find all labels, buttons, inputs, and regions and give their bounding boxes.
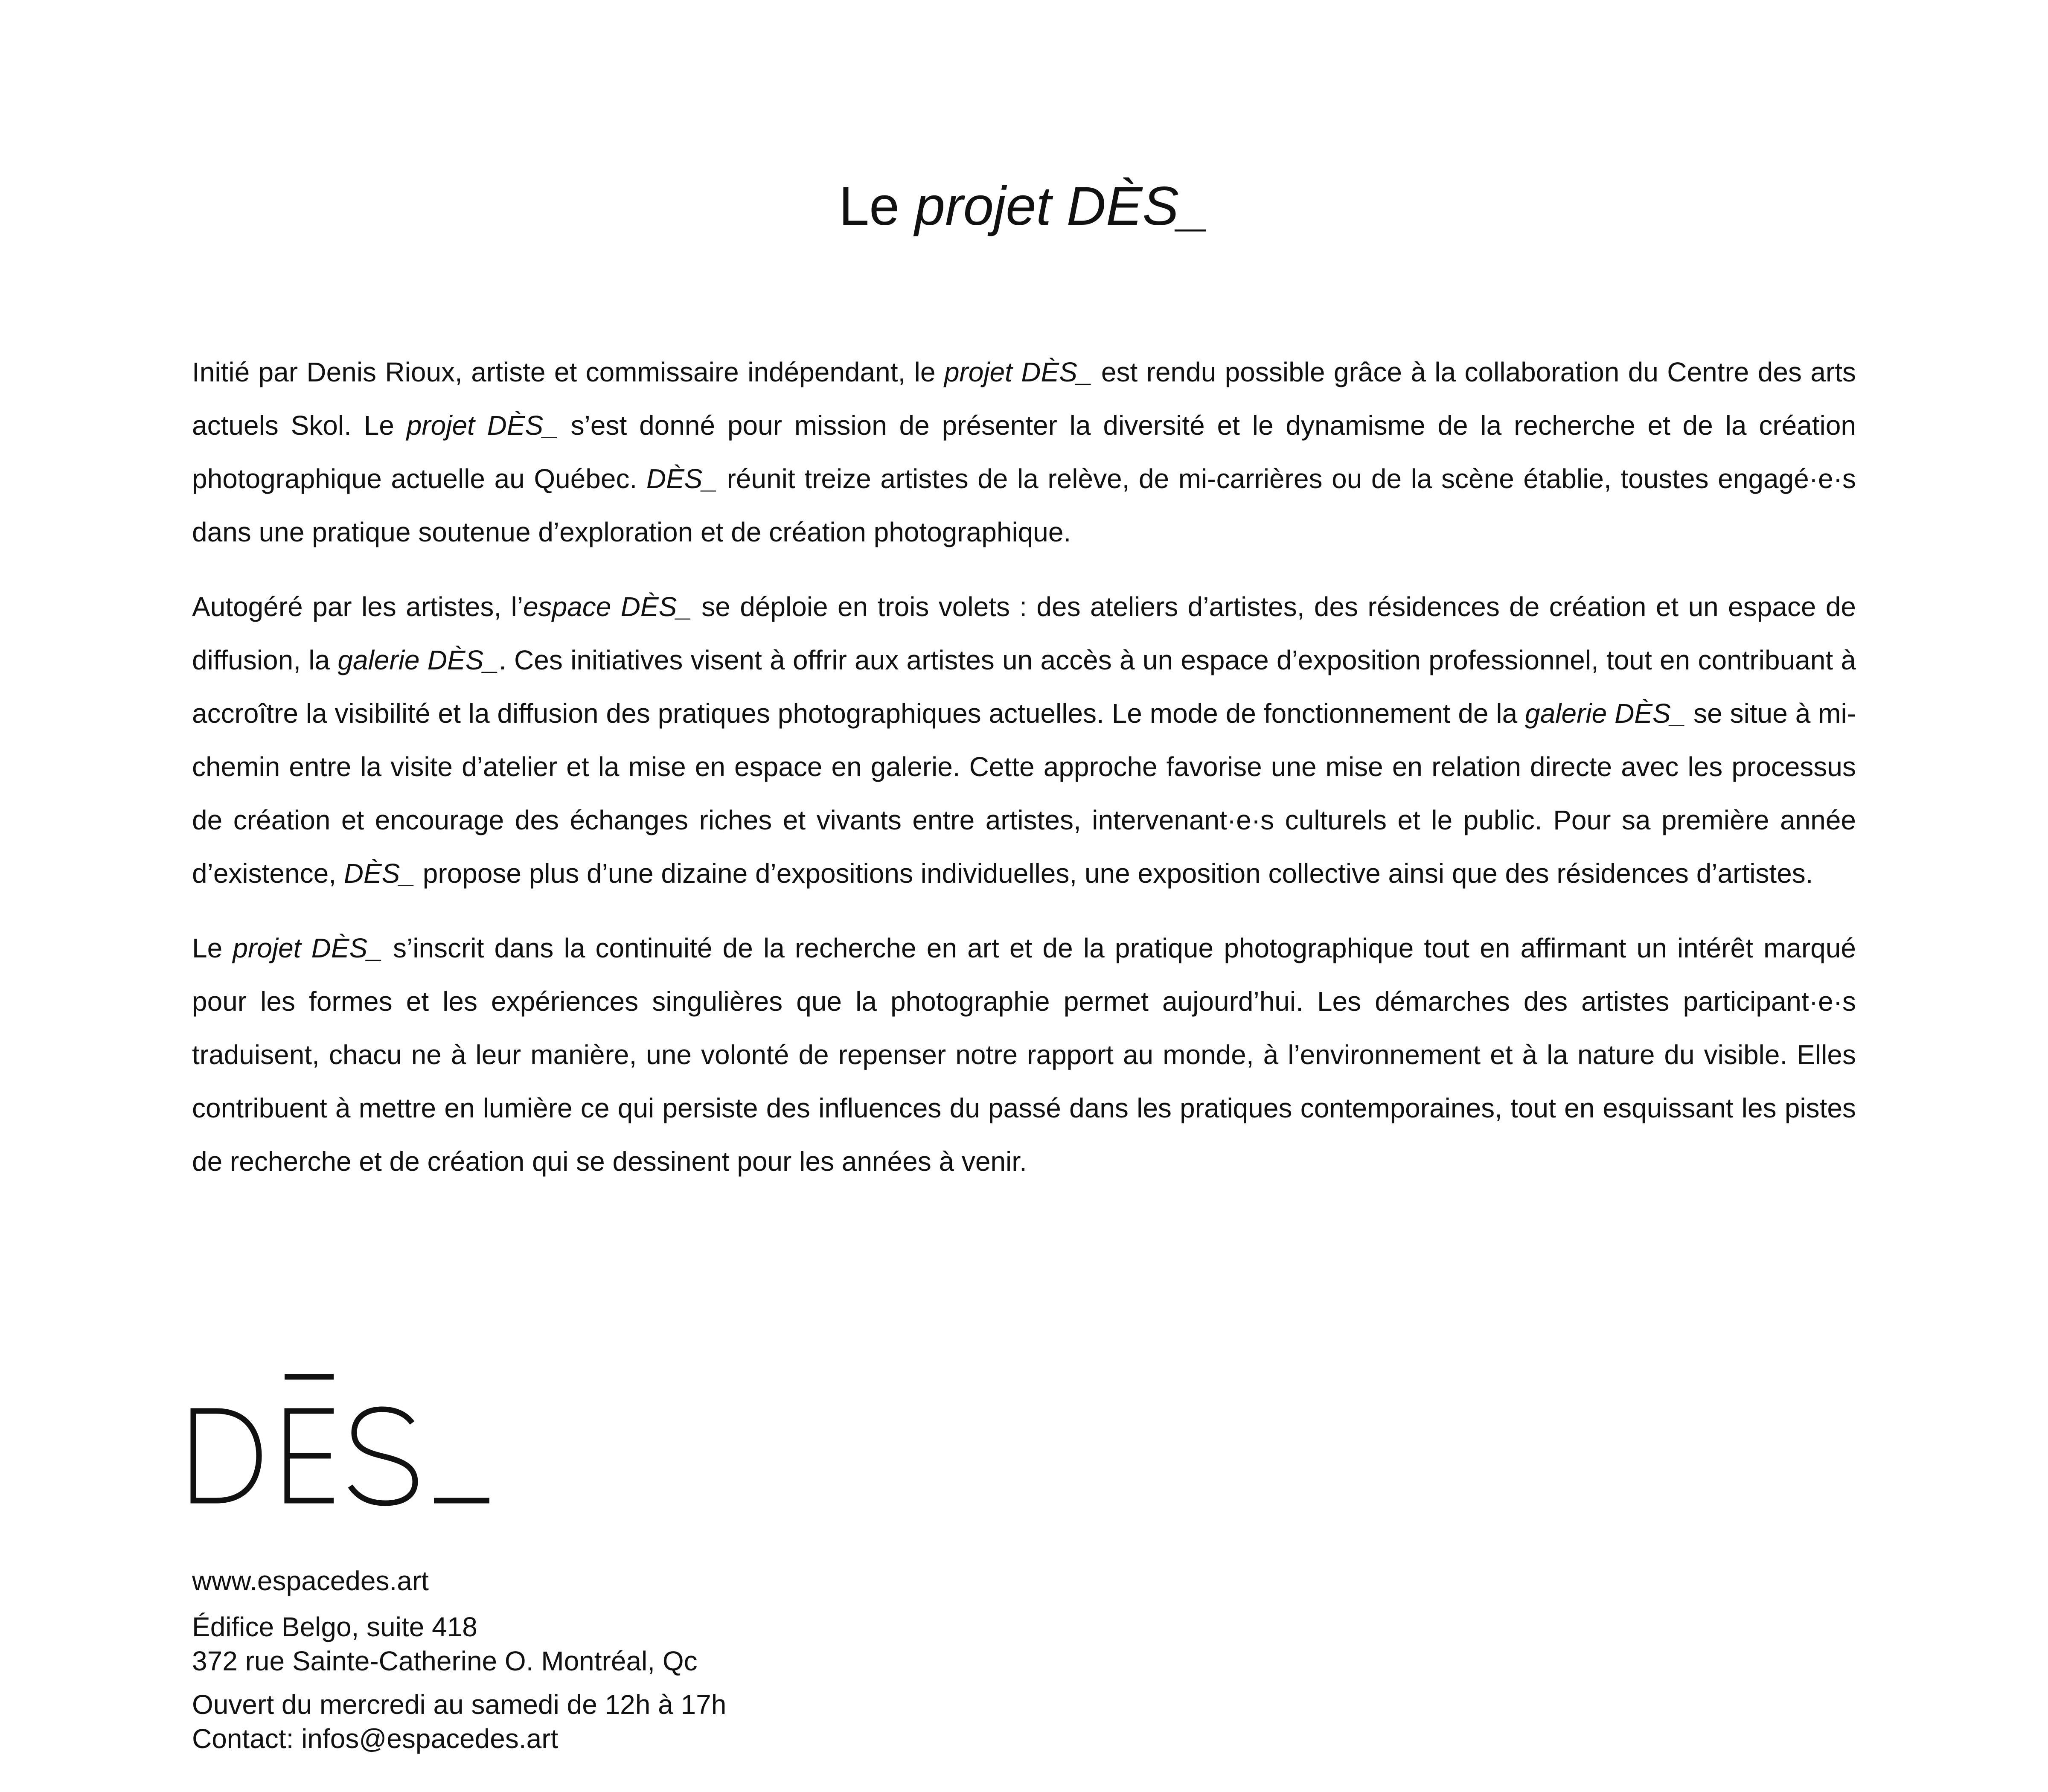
logo-letter-d <box>193 1411 259 1501</box>
hours-contact-block <box>192 1687 1045 1756</box>
paragraph-2 <box>192 580 1856 900</box>
paragraph-1-text-1: Initié par Denis Rioux, artiste et commissaire indépendant, le <box>192 357 944 387</box>
paragraph-3-text-2: s’inscrit dans la continuité de la recherche en art et de la pratique photographique tout en affirmant un intérêt marqué pour les formes et les expériences singulières que la photographie permet aujourd’hui. Les démarches des artistes participant·e·s traduisent, chacu ne à leur manière, une volonté de repenser notre rapport au monde, à l’environnement et à la nature du visible. Elles contribuent à mettre en lumière ce qui persiste des influences du passé dans les pratiques contemporaines, tout en esquissant les pistes de recherche et de création qui se dessinent pour les années à venir. <box>192 933 1856 1177</box>
website-link[interactable]: www.espacedes.art <box>192 1565 429 1596</box>
paragraph-2-text-5: propose plus d’une dizaine d’expositions individuelles, une exposition collective ainsi que des résidences d’artistes. <box>415 858 1813 889</box>
body-text <box>192 346 1856 1210</box>
des-logo <box>190 1372 514 1508</box>
footer <box>192 1564 1045 1765</box>
paragraph-2-text-3: . Ces initiatives visent à offrir aux artistes un accès à un espace d’exposition professionnel, tout en contribuant à accroître la visibilité et la diffusion des pratiques photographiques actuelles. Le mode de fonctionnement de la <box>192 645 1856 729</box>
paragraph-1-italic-1: projet DÈS_ <box>944 357 1093 387</box>
des-logo-graphic <box>190 1372 514 1508</box>
address-block <box>192 1610 1045 1678</box>
address-line-1: Édifice Belgo, suite 418 <box>192 1612 477 1642</box>
paragraph-1 <box>192 346 1856 559</box>
contact-email[interactable]: Contact: infos@espacedes.art <box>192 1723 559 1754</box>
paragraph-3 <box>192 922 1856 1188</box>
page-title <box>0 175 2048 238</box>
opening-hours: Ouvert du mercredi au samedi de 12h à 17h <box>192 1689 727 1720</box>
paragraph-1-text-4: réunit treize artistes de la relève, de mi-carrières ou de la scène établie, toustes engagé·e·s dans une pratique soutenue d’exploration et de création photographique. <box>192 463 1856 547</box>
paragraph-2-italic-1: espace DÈS_ <box>523 591 692 622</box>
address-line-2: 372 rue Sainte-Catherine O. Montréal, Qc <box>192 1646 698 1676</box>
paragraph-2-italic-2: galerie DÈS_ <box>337 645 499 675</box>
title-prefix: Le <box>838 176 900 237</box>
paragraph-3-text-1: Le <box>192 933 233 963</box>
logo-letter-e <box>287 1411 334 1501</box>
paragraph-1-text-3: s’est donné pour mission de présenter la diversité et le dynamisme de la recherche et de la création photographique actuelle au Québec. <box>192 410 1856 494</box>
paragraph-2-italic-4: DÈS_ <box>343 858 415 889</box>
paragraph-1-text-2: est rendu possible grâce à la collaboration du Centre des arts actuels Skol. Le <box>192 357 1856 441</box>
title-italic: projet DÈS_ <box>914 176 1210 237</box>
paragraph-2-text-1: Autogéré par les artistes, l’ <box>192 591 523 622</box>
paragraph-2-italic-3: galerie DÈS_ <box>1525 698 1686 729</box>
paragraph-2-text-2: se déploie en trois volets : des ateliers d’artistes, des résidences de création et un espace de diffusion, la <box>192 591 1856 675</box>
paragraph-1-italic-2: projet DÈS_ <box>406 410 559 441</box>
paragraph-2-text-4: se situe à mi-chemin entre la visite d’atelier et la mise en espace en galerie. Cette approche favorise une mise en relation directe avec les processus de création et encourage des échanges riches et vivants entre artistes, intervenant·e·s culturels et le public. Pour sa première année d’existence, <box>192 698 1856 889</box>
logo-letter-s <box>350 1409 415 1503</box>
paragraph-3-italic-1: projet DÈS_ <box>233 933 383 963</box>
des-logo-strokes <box>193 1377 489 1503</box>
paragraph-1-italic-3: DÈS_ <box>646 463 718 494</box>
